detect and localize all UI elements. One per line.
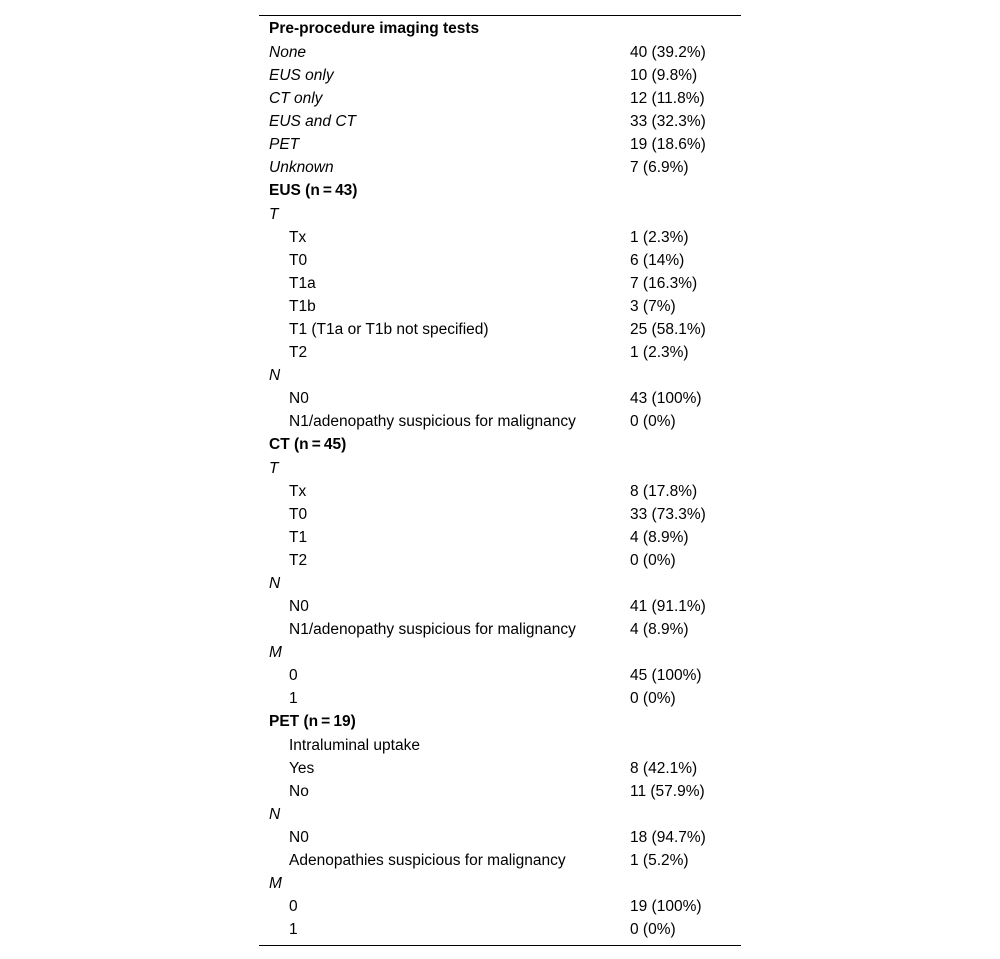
row-value: 4 (8.9%) bbox=[630, 621, 689, 638]
row-value: 33 (32.3%) bbox=[630, 113, 706, 130]
table-row bbox=[259, 156, 741, 179]
row-label: Intraluminal uptake bbox=[289, 737, 420, 754]
row-label: T2 bbox=[289, 344, 308, 361]
table-row bbox=[259, 526, 741, 549]
table-row bbox=[259, 780, 741, 803]
table-row bbox=[259, 734, 741, 757]
row-value: 41 (91.1%) bbox=[630, 598, 706, 615]
section-title: EUS (n = 43) bbox=[269, 182, 358, 199]
row-value: 40 (39.2%) bbox=[630, 44, 706, 61]
section-title: CT (n = 45) bbox=[269, 436, 347, 453]
row-value: 43 (100%) bbox=[630, 390, 702, 407]
table-row bbox=[259, 641, 741, 664]
row-label: N bbox=[269, 367, 281, 384]
row-label: T0 bbox=[289, 506, 308, 523]
table-row bbox=[259, 549, 741, 572]
table-row bbox=[259, 803, 741, 826]
row-label: T bbox=[269, 206, 279, 223]
row-label: T bbox=[269, 460, 279, 477]
section-header-row bbox=[259, 710, 741, 734]
row-label: N bbox=[269, 806, 281, 823]
section-title: Pre-procedure imaging tests bbox=[269, 20, 480, 37]
table-row bbox=[259, 410, 741, 433]
table-row bbox=[259, 664, 741, 687]
table-row bbox=[259, 826, 741, 849]
row-value: 19 (100%) bbox=[630, 898, 702, 915]
row-value: 25 (58.1%) bbox=[630, 321, 706, 338]
table-row bbox=[259, 133, 741, 156]
row-label: N1/adenopathy suspicious for malignancy bbox=[289, 621, 576, 638]
row-label: N0 bbox=[289, 390, 309, 407]
table-row bbox=[259, 249, 741, 272]
table-row bbox=[259, 895, 741, 918]
table-row bbox=[259, 64, 741, 87]
section-header-row bbox=[259, 179, 741, 203]
table-row bbox=[259, 757, 741, 780]
row-label: EUS and CT bbox=[269, 113, 357, 130]
row-label: 0 bbox=[289, 667, 298, 684]
row-label: CT only bbox=[269, 90, 323, 107]
table-row bbox=[259, 364, 741, 387]
row-label: T2 bbox=[289, 552, 308, 569]
row-value: 19 (18.6%) bbox=[630, 136, 706, 153]
table-row bbox=[259, 849, 741, 872]
row-value: 8 (42.1%) bbox=[630, 760, 698, 777]
row-value: 10 (9.8%) bbox=[630, 67, 698, 84]
row-label: T1a bbox=[289, 275, 316, 292]
row-value: 8 (17.8%) bbox=[630, 483, 698, 500]
table-row bbox=[259, 457, 741, 480]
table-row bbox=[259, 272, 741, 295]
row-value: 0 (0%) bbox=[630, 690, 676, 707]
row-value: 1 (2.3%) bbox=[630, 344, 689, 361]
row-value: 0 (0%) bbox=[630, 552, 676, 569]
row-label: 0 bbox=[289, 898, 298, 915]
row-value: 7 (6.9%) bbox=[630, 159, 689, 176]
row-label: N bbox=[269, 575, 281, 592]
row-label: Adenopathies suspicious for malignancy bbox=[289, 852, 566, 869]
row-value: 0 (0%) bbox=[630, 921, 676, 938]
table-row bbox=[259, 295, 741, 318]
table-row bbox=[259, 480, 741, 503]
row-label: M bbox=[269, 644, 282, 661]
table-row bbox=[259, 918, 741, 941]
table-row bbox=[259, 387, 741, 410]
row-label: N1/adenopathy suspicious for malignancy bbox=[289, 413, 576, 430]
table-row bbox=[259, 41, 741, 64]
table-row bbox=[259, 87, 741, 110]
table-row bbox=[259, 687, 741, 710]
table-row bbox=[259, 203, 741, 226]
table-row bbox=[259, 341, 741, 364]
row-label: N0 bbox=[289, 829, 309, 846]
row-value: 33 (73.3%) bbox=[630, 506, 706, 523]
row-label: T1 (T1a or T1b not specified) bbox=[289, 321, 489, 338]
table-row bbox=[259, 618, 741, 641]
row-label: T1b bbox=[289, 298, 316, 315]
row-value: 45 (100%) bbox=[630, 667, 702, 684]
table-row bbox=[259, 872, 741, 895]
row-value: 1 (5.2%) bbox=[630, 852, 689, 869]
row-value: 11 (57.9%) bbox=[630, 783, 705, 800]
row-label: 1 bbox=[289, 690, 298, 707]
section-header-row bbox=[259, 17, 741, 41]
row-label: Tx bbox=[289, 229, 307, 246]
table-row bbox=[259, 503, 741, 526]
row-label: Unknown bbox=[269, 159, 334, 176]
row-label: 1 bbox=[289, 921, 298, 938]
row-value: 7 (16.3%) bbox=[630, 275, 698, 292]
row-label: Tx bbox=[289, 483, 307, 500]
section-header-row bbox=[259, 433, 741, 457]
row-value: 0 (0%) bbox=[630, 413, 676, 430]
row-value: 18 (94.7%) bbox=[630, 829, 706, 846]
row-label: T1 bbox=[289, 529, 308, 546]
table-row bbox=[259, 572, 741, 595]
imaging-results-table bbox=[259, 15, 741, 946]
row-value: 3 (7%) bbox=[630, 298, 676, 315]
row-label: M bbox=[269, 875, 282, 892]
row-value: 12 (11.8%) bbox=[630, 90, 705, 107]
row-label: None bbox=[269, 44, 307, 61]
row-label: EUS only bbox=[269, 67, 334, 84]
table-row bbox=[259, 595, 741, 618]
row-label: No bbox=[289, 783, 309, 800]
table-row bbox=[259, 318, 741, 341]
row-label: PET bbox=[269, 136, 300, 153]
row-value: 1 (2.3%) bbox=[630, 229, 689, 246]
row-label: N0 bbox=[289, 598, 309, 615]
row-value: 4 (8.9%) bbox=[630, 529, 689, 546]
row-label: Yes bbox=[289, 760, 315, 777]
table-row bbox=[259, 110, 741, 133]
table-row bbox=[259, 226, 741, 249]
section-title: PET (n = 19) bbox=[269, 713, 356, 730]
row-value: 6 (14%) bbox=[630, 252, 685, 269]
row-label: T0 bbox=[289, 252, 308, 269]
